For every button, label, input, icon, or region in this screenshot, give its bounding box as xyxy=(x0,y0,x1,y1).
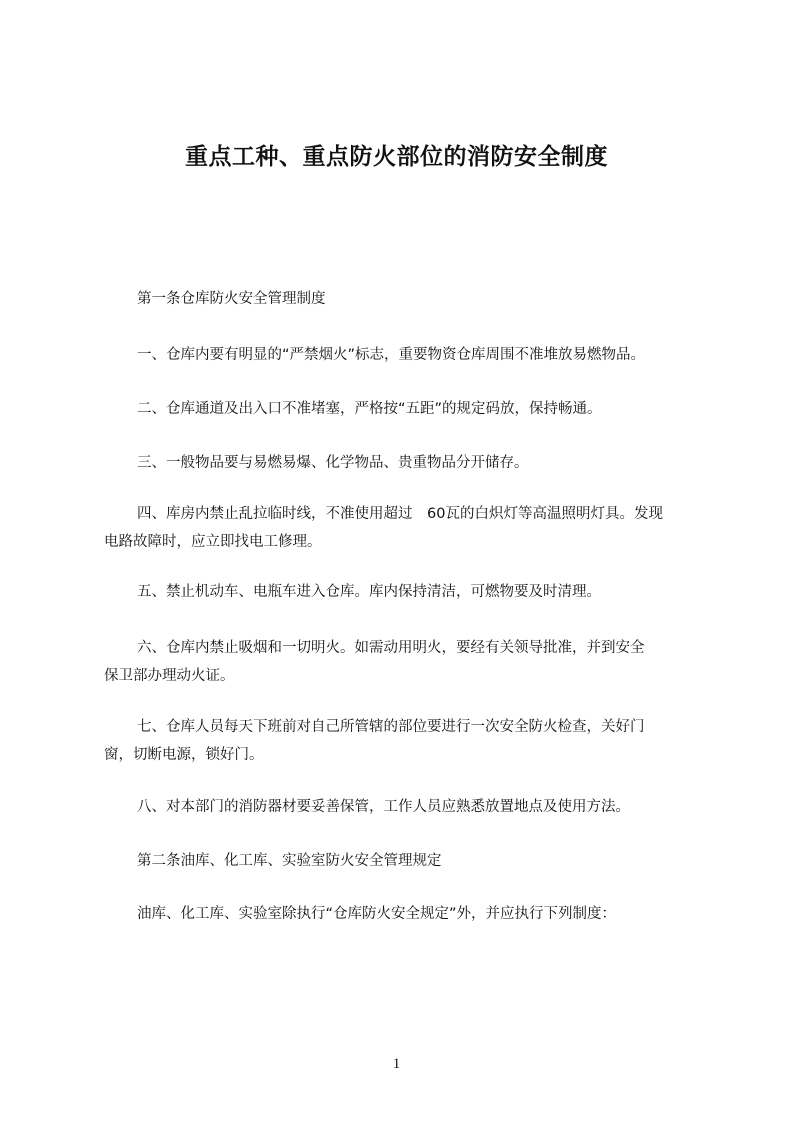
paragraph-line: 二、仓库通道及出入口不准堵塞，严格按“五距”的规定码放，保持畅通。 xyxy=(137,401,602,417)
paragraph-intro xyxy=(104,900,704,928)
paragraph-item-2 xyxy=(104,395,704,423)
paragraph-line: 三、一般物品要与易燃易爆、化学物品、贵重物品分开储存。 xyxy=(137,455,529,471)
paragraph-line: 五、禁止机动车、电瓶车进入仓库。库内保持清洁，可燃物要及时清理。 xyxy=(137,584,601,600)
paragraph-line: 一、仓库内要有明显的“严禁烟火”标志，重要物资仓库周围不准堆放易燃物品。 xyxy=(137,347,646,363)
paragraph-line: 七、仓库人员每天下班前对自己所管辖的部位要进行一次安全防火检查，关好门 xyxy=(137,719,645,735)
paragraph-line: 六、仓库内禁止吸烟和一切明火。如需动用明火，要经有关领导批准，并到安全 xyxy=(137,640,645,656)
paragraph-item-1 xyxy=(104,341,704,369)
document-title: 重点工种、重点防火部位的消防安全制度 xyxy=(185,144,608,170)
page-number: 1 xyxy=(392,1056,401,1072)
paragraph-line: 第二条油库、化工库、实验室防火安全管理规定 xyxy=(137,853,442,869)
paragraph-article-1-heading xyxy=(104,285,704,313)
paragraph-item-7 xyxy=(104,713,704,769)
paragraph-line: 油库、化工库、实验室除执行“仓库防火安全规定”外，并应执行下列制度： xyxy=(137,906,617,922)
paragraph-item-8 xyxy=(104,793,704,821)
paragraph-line: 四、库房内禁止乱拉临时线，不准使用超过 60瓦的白炽灯等高温照明灯具。发现 xyxy=(137,506,663,522)
paragraph-article-2-heading xyxy=(104,847,704,875)
paragraph-item-3 xyxy=(104,449,704,477)
paragraph-line: 第一条仓库防火安全管理制度 xyxy=(137,291,326,307)
paragraph-item-6 xyxy=(104,634,704,690)
paragraph-line: 窗，切断电源，锁好门。 xyxy=(104,747,264,763)
paragraph-line: 保卫部办理动火证。 xyxy=(104,668,235,684)
paragraph-line: 电路故障时，应立即找电工修理。 xyxy=(104,534,322,550)
paragraph-line: 八、对本部门的消防器材要妥善保管，工作人员应熟悉放置地点及使用方法。 xyxy=(137,799,630,815)
paragraph-item-5 xyxy=(104,578,704,606)
paragraph-item-4 xyxy=(104,500,704,556)
